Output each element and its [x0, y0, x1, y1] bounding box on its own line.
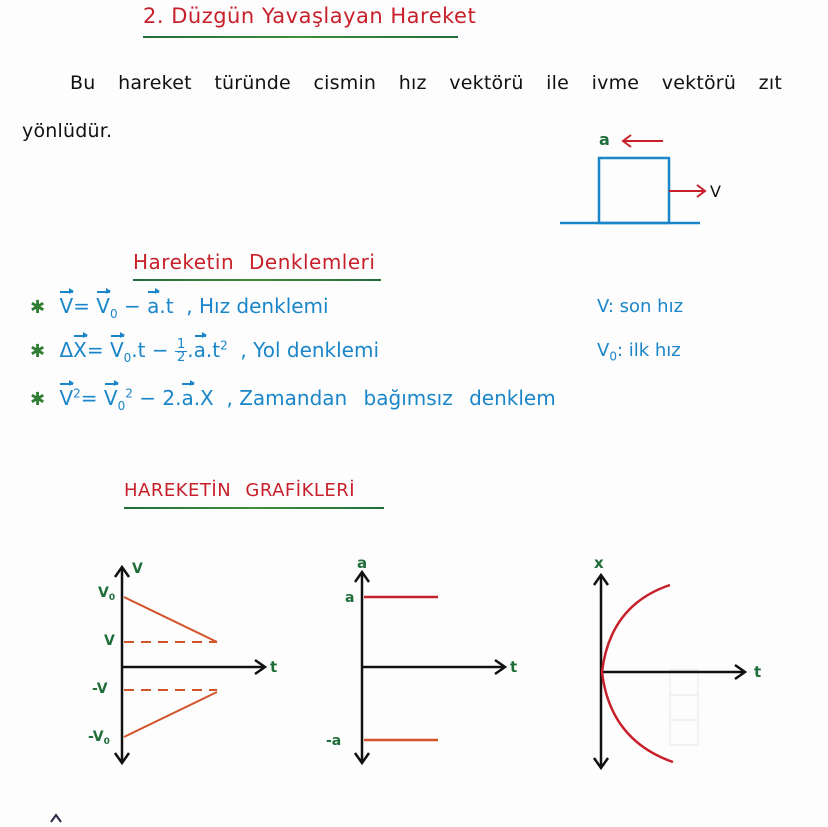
intro-line-1: Bu hareket türünde cismin hız vektörü ile ivme vektörü zıt — [70, 72, 782, 94]
equation-velocity: ✱ $V= V_0 - a.t$ , Hız denklemi — [30, 294, 329, 321]
svg-text:-V0: $-V_0$ — [88, 729, 110, 747]
equation-desc: Yol denklemi — [253, 338, 380, 362]
svg-text:a: a — [345, 590, 355, 606]
equation-timeless: ✱ $V^2= V_0^2 - 2.a.X$ , Zamandan bağımsız denklem — [30, 386, 556, 413]
equation-desc: Hız denklemi — [198, 294, 329, 318]
velocity-time-graph — [80, 555, 290, 775]
svg-text:t: t — [510, 658, 518, 676]
equations-title-underline — [133, 279, 381, 281]
partial-caret-mark — [50, 808, 62, 818]
intro-line-2: yönlüdür. — [22, 120, 113, 142]
equation-displacement: ✱ $\Delta X= V_0.t$ − $\frac{1}{2}$ $.a.t^2$ , Yol denklemi — [30, 337, 380, 365]
bullet-star-icon: ✱ — [30, 297, 46, 318]
legend-final-velocity: V: son hız — [597, 296, 684, 317]
svg-text:t: t — [270, 658, 278, 676]
svg-text:-V: -V — [92, 681, 108, 697]
accel-label: a — [599, 130, 610, 149]
graphs-title: HAREKETİN GRAFİKLERİ — [124, 480, 356, 501]
svg-text:a: a — [357, 554, 368, 572]
bullet-star-icon: ✱ — [30, 341, 46, 362]
equations-title: Hareketin Denklemleri — [133, 250, 376, 274]
svg-text:x: x — [594, 554, 604, 572]
svg-text:V: V — [132, 561, 143, 577]
graphs-title-underline — [124, 507, 384, 509]
title-underline — [143, 36, 458, 38]
position-time-graph — [570, 550, 780, 780]
svg-text:t: t — [754, 663, 762, 681]
acceleration-time-graph — [320, 550, 530, 775]
svg-text:V0: $V_0$ — [98, 585, 116, 603]
svg-text:-a: -a — [326, 733, 342, 749]
legend-initial-velocity: $V_0$: ilk hız — [597, 340, 681, 364]
equation-desc: Zamandan bağımsız denklem — [239, 386, 556, 410]
block-diagram — [555, 125, 745, 230]
section-title: 2. Düzgün Yavaşlayan Hareket — [143, 4, 477, 28]
svg-text:V: V — [104, 633, 115, 649]
bullet-star-icon: ✱ — [30, 389, 46, 410]
velocity-label: V — [710, 182, 721, 201]
